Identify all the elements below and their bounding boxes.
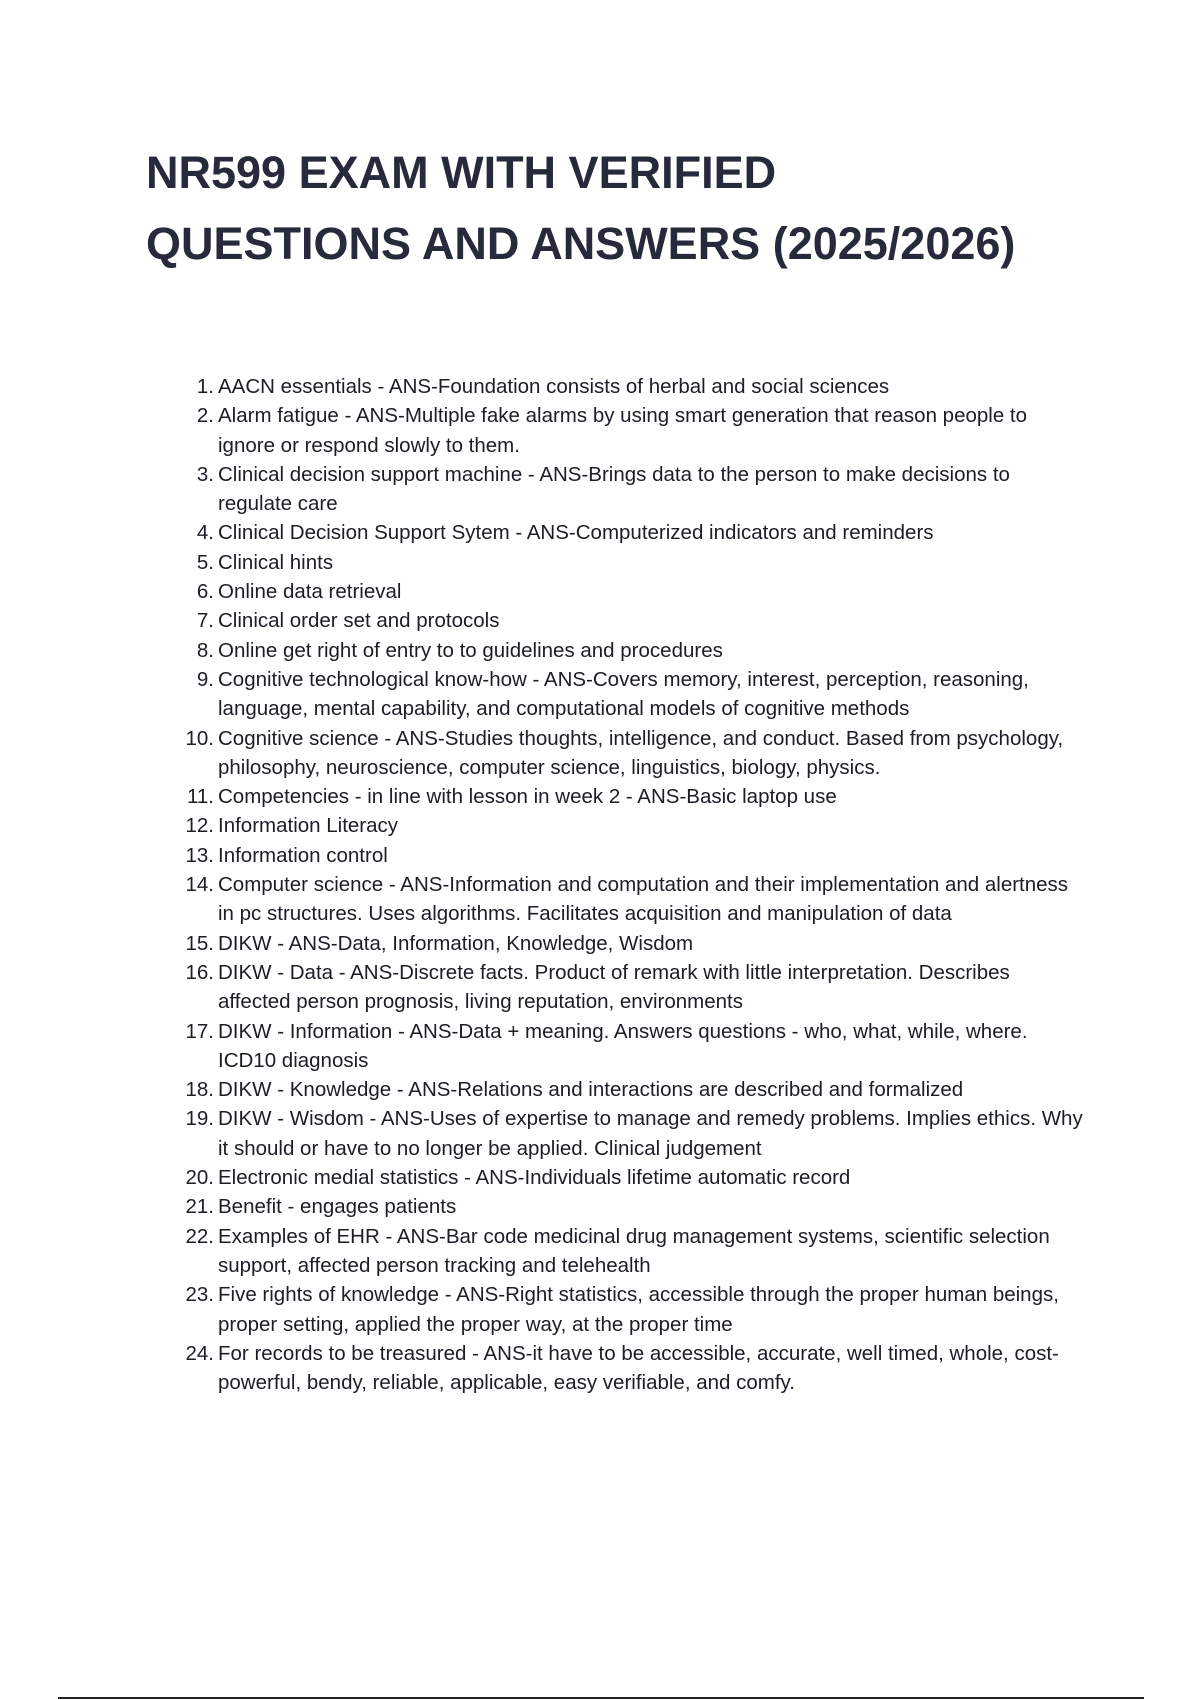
list-item	[178, 460, 1088, 519]
item-text: DIKW - Knowledge - ANS-Relations and interactions are described and formalized	[218, 1078, 964, 1102]
item-number: 20.	[185, 1166, 214, 1190]
page-title-line-2: QUESTIONS AND ANSWERS (2025/2026)	[146, 218, 1016, 269]
item-number: 12.	[185, 814, 214, 838]
page-title	[146, 137, 1146, 279]
item-text: Information control	[218, 843, 388, 867]
item-text: Benefit - engages patients	[218, 1195, 457, 1219]
list-item	[178, 724, 1088, 783]
list-item	[178, 372, 1088, 401]
list-item	[178, 1017, 1088, 1076]
list-item	[178, 1104, 1088, 1163]
item-text: DIKW - ANS-Data, Information, Knowledge, Wisdom	[218, 931, 694, 955]
item-text: Computer science - ANS-Information and computation and their implementation and alertness in pc structures. Uses algorithms. Facilitates acquisition and manipulation of data	[218, 873, 1069, 926]
item-number: 7.	[196, 609, 214, 633]
item-text: Information Literacy	[218, 814, 399, 838]
qa-list	[178, 372, 1088, 1397]
list-item	[178, 782, 1088, 811]
list-item	[178, 958, 1088, 1017]
item-text: For records to be treasured - ANS-it have to be accessible, accurate, well timed, whole, cost-powerful, bendy, reliable, applicable, easy verifiable, and comfy.	[218, 1341, 1059, 1395]
item-text: Cognitive technological know-how - ANS-Covers memory, interest, perception, reasoning, language, mental capability, and computational models of cognitive methods	[218, 667, 1029, 721]
list-item	[178, 665, 1088, 724]
item-text: DIKW - Data - ANS-Discrete facts. Product of remark with little interpretation. Describes affected person prognosis, living reputation, environments	[218, 960, 1010, 1014]
item-number: 2.	[196, 404, 214, 428]
item-number: 19.	[185, 1107, 214, 1131]
item-number: 23.	[185, 1283, 214, 1307]
item-number: 6.	[196, 580, 214, 604]
item-number: 21.	[185, 1195, 214, 1219]
item-text: Online data retrieval	[218, 580, 402, 604]
list-item	[178, 1163, 1088, 1192]
list-item	[178, 518, 1088, 547]
item-number: 13.	[185, 843, 214, 867]
item-text: Examples of EHR - ANS-Bar code medicinal drug management systems, scientific selection support, affected person tracking and telehealth	[218, 1224, 1050, 1277]
item-text: Clinical decision support machine - ANS-Brings data to the person to make decisions to regulate care	[218, 462, 1010, 516]
item-text: Electronic medial statistics - ANS-Individuals lifetime automatic record	[218, 1166, 851, 1190]
item-number: 1.	[196, 375, 214, 398]
item-text: Cognitive science - ANS-Studies thoughts, intelligence, and conduct. Based from psychology, philosophy, neuroscience, computer science, linguistics, biology, physics.	[218, 726, 1064, 779]
item-text: DIKW - Information - ANS-Data + meaning. Answers questions - who, what, while, where. ICD10 diagnosis	[218, 1019, 1028, 1072]
item-text: Five rights of knowledge - ANS-Right statistics, accessible through the proper human beings, proper setting, applied the proper way, at the proper time	[218, 1283, 1059, 1336]
item-text: Online get right of entry to to guidelines and procedures	[218, 638, 723, 662]
list-item	[178, 548, 1088, 577]
item-number: 9.	[196, 667, 214, 691]
item-text: DIKW - Wisdom - ANS-Uses of expertise to manage and remedy problems. Implies ethics. Why it should or have to no longer be applied. Clinical judgement	[218, 1107, 1083, 1160]
list-item	[178, 636, 1088, 665]
list-item	[178, 1222, 1088, 1281]
item-text: Alarm fatigue - ANS-Multiple fake alarms by using smart generation that reason people to ignore or respond slowly to them.	[218, 404, 1028, 457]
page-title-line-1: NR599 EXAM WITH VERIFIED	[146, 147, 777, 198]
item-number: 15.	[185, 931, 214, 955]
item-number: 4.	[196, 521, 214, 545]
item-number: 16.	[185, 960, 214, 984]
item-number: 5.	[196, 550, 214, 574]
list-item	[178, 929, 1088, 958]
item-text: Clinical hints	[218, 550, 334, 574]
list-item	[178, 1075, 1088, 1104]
list-item	[178, 870, 1088, 929]
list-item	[178, 1280, 1088, 1339]
item-text: Competencies - in line with lesson in week 2 - ANS-Basic laptop use	[218, 785, 837, 809]
item-number: 18.	[185, 1078, 214, 1102]
item-number: 22.	[185, 1224, 214, 1248]
list-item	[178, 401, 1088, 460]
list-item	[178, 841, 1088, 870]
item-number: 10.	[185, 726, 214, 750]
list-item	[178, 1192, 1088, 1221]
item-number: 14.	[185, 873, 214, 897]
item-text: Clinical order set and protocols	[218, 609, 500, 633]
list-item	[178, 811, 1088, 840]
item-number: 3.	[196, 462, 214, 486]
list-item	[178, 606, 1088, 635]
item-number: 17.	[185, 1019, 214, 1043]
item-number: 8.	[196, 638, 214, 662]
item-number: 24.	[185, 1341, 214, 1365]
footer-divider	[58, 1697, 1144, 1699]
item-text: AACN essentials - ANS-Foundation consists of herbal and social sciences	[218, 375, 890, 398]
item-text: Clinical Decision Support Sytem - ANS-Computerized indicators and reminders	[218, 521, 934, 545]
list-item	[178, 1339, 1088, 1398]
item-number: 11.	[187, 785, 214, 809]
list-item	[178, 577, 1088, 606]
